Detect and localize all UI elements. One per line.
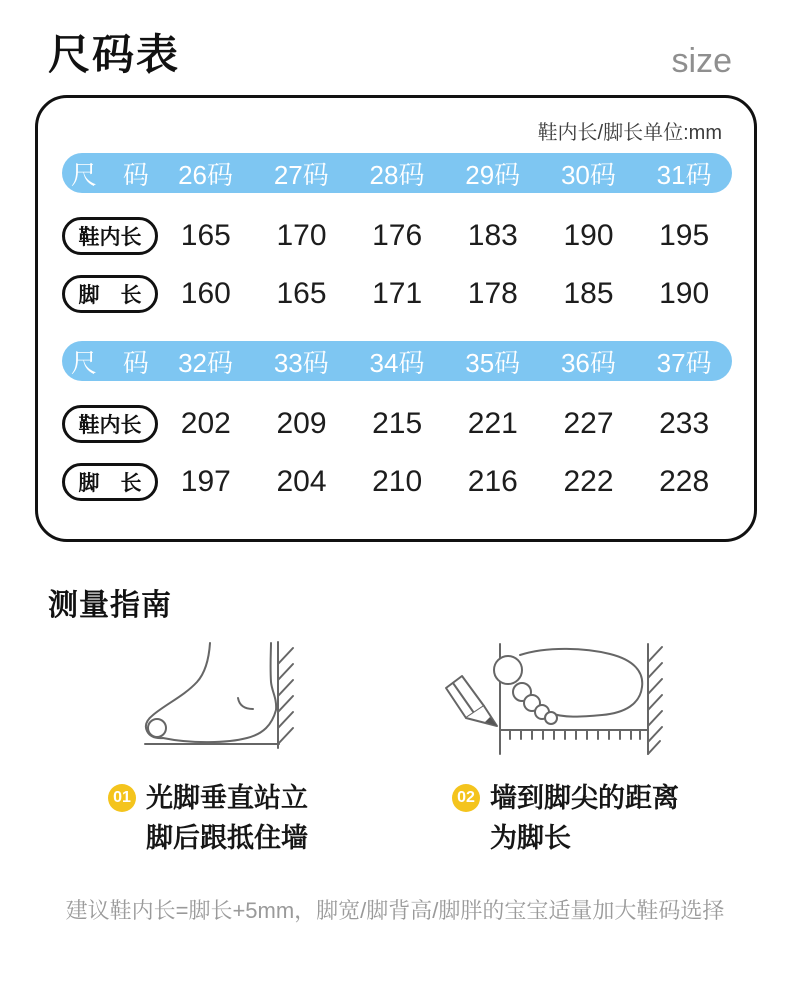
size-header-cell: 32码 xyxy=(178,347,234,378)
guide-title: 测量指南 xyxy=(48,589,172,622)
insole-value: 195 xyxy=(659,219,710,252)
guide-step-1 xyxy=(108,778,308,858)
foot-value: 204 xyxy=(276,465,327,498)
foot-value: 171 xyxy=(372,277,423,310)
foot-value: 185 xyxy=(563,277,614,310)
foot-ruler-illustration xyxy=(438,642,673,767)
size-header-cell: 30码 xyxy=(560,159,616,190)
insole-value: 170 xyxy=(276,219,327,252)
size-header-cell: 35码 xyxy=(465,347,521,378)
insole-length-row-1 xyxy=(62,207,732,265)
size-header-label: 尺 码 xyxy=(70,347,149,378)
insole-value: 227 xyxy=(563,407,614,440)
ruler-ticks xyxy=(500,730,648,739)
size-header-cell: 37码 xyxy=(656,347,712,378)
big-toe xyxy=(148,719,166,737)
big-toe xyxy=(494,656,522,684)
insole-value: 233 xyxy=(659,407,710,440)
foot-length-row-2 xyxy=(62,453,732,511)
insole-value: 190 xyxy=(563,219,614,252)
size-header-cell: 34码 xyxy=(369,347,425,378)
page-title: 尺码表 xyxy=(48,31,181,78)
size-header-cell: 33码 xyxy=(273,347,329,378)
foot-value: 222 xyxy=(563,465,614,498)
page-subtitle: size xyxy=(671,42,732,80)
size-table xyxy=(62,153,732,511)
size-header-cell: 27码 xyxy=(273,159,329,190)
insole-value: 176 xyxy=(372,219,423,252)
barefoot-wall-illustration xyxy=(140,640,340,755)
foot-value: 228 xyxy=(659,465,710,498)
toe xyxy=(545,712,557,724)
wall-hatching xyxy=(278,642,293,748)
foot-value: 197 xyxy=(180,465,231,498)
insole-label-pill: 鞋内长 xyxy=(62,405,158,443)
wall-hatching xyxy=(648,644,662,754)
step-2-line-1: 墙到脚尖的距离 xyxy=(490,783,679,813)
pencil-icon xyxy=(446,676,497,726)
foot-value: 165 xyxy=(276,277,327,310)
size-header-label: 尺 码 xyxy=(70,159,149,190)
insole-label-pill: 鞋内长 xyxy=(62,217,158,255)
size-header-row-2 xyxy=(62,341,732,381)
foot-value: 216 xyxy=(467,465,518,498)
insole-value: 221 xyxy=(467,407,518,440)
insole-length-row-2 xyxy=(62,395,732,453)
foot-label-pill: 脚 长 xyxy=(62,275,158,313)
size-header-cell: 29码 xyxy=(465,159,521,190)
size-header-cell: 31码 xyxy=(656,159,712,190)
insole-value: 202 xyxy=(180,407,231,440)
size-header-cell: 26码 xyxy=(178,159,234,190)
unit-note: 鞋内长/脚长单位:mm xyxy=(537,122,722,144)
size-chart-card xyxy=(35,95,757,542)
footer-note: 建议鞋内长=脚长+5mm，脚宽/脚背高/脚胖的宝宝适量加大鞋码选择 xyxy=(65,898,725,923)
foot-value: 178 xyxy=(467,277,518,310)
step-1-line-1: 光脚垂直站立 xyxy=(146,783,308,813)
size-header-row-1 xyxy=(62,153,732,193)
foot-value: 160 xyxy=(180,277,231,310)
foot-value: 190 xyxy=(659,277,710,310)
guide-step-2 xyxy=(452,778,679,858)
step-2-badge: 02 xyxy=(452,784,480,812)
size-header-cell: 28码 xyxy=(369,159,425,190)
foot-length-row-1 xyxy=(62,265,732,323)
insole-value: 215 xyxy=(372,407,423,440)
step-2-line-2: 为脚长 xyxy=(490,823,571,853)
step-1-line-2: 脚后跟抵住墙 xyxy=(146,823,308,853)
foot-label-pill: 脚 长 xyxy=(62,463,158,501)
insole-value: 165 xyxy=(180,219,231,252)
foot-value: 210 xyxy=(372,465,423,498)
insole-value: 209 xyxy=(276,407,327,440)
insole-value: 183 xyxy=(467,219,518,252)
step-1-badge: 01 xyxy=(108,784,136,812)
size-header-cell: 36码 xyxy=(560,347,616,378)
ankle-curve xyxy=(238,698,253,709)
